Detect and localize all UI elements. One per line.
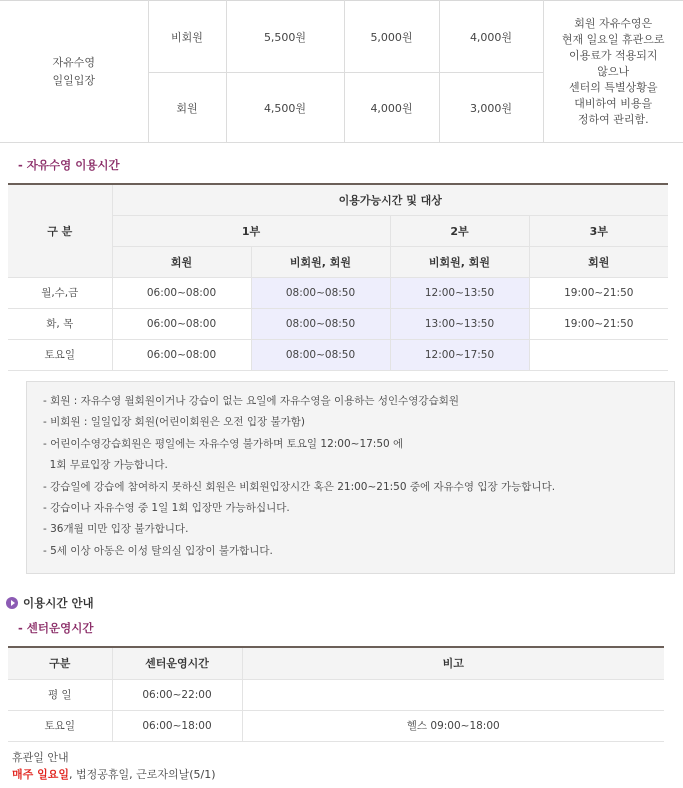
table-header-row <box>8 647 664 679</box>
schedule-time: 19:00~21:50 <box>529 308 668 339</box>
closed-days-rest: , 법정공휴일, 근로자의날(5/1) <box>68 768 216 781</box>
header-available-time: 이용가능시간 및 대상 <box>112 184 668 215</box>
free-swim-schedule-table <box>8 183 668 371</box>
fee-type: 회원 <box>148 73 226 143</box>
hours-guide-title: 이용시간 안내 <box>23 596 94 610</box>
header-part-3: 3부 <box>529 215 668 246</box>
table-row <box>8 679 664 710</box>
header-target: 비회원, 회원 <box>251 246 390 277</box>
daily-fee-table <box>0 0 683 143</box>
hours-time: 06:00~22:00 <box>112 679 242 710</box>
fee-type: 비회원 <box>148 1 226 73</box>
schedule-time: 06:00~08:00 <box>112 339 251 370</box>
schedule-time: 12:00~13:50 <box>390 277 529 308</box>
table-header-row <box>8 184 668 215</box>
table-row <box>0 1 683 73</box>
center-hours-table <box>8 646 664 742</box>
fee-value: 3,000원 <box>439 73 543 143</box>
note-item: - 비회원 : 일일입장 회원(어린이회원은 오전 입장 불가함) <box>43 416 306 429</box>
schedule-time: 08:00~08:50 <box>251 308 390 339</box>
fee-value: 4,500원 <box>226 73 344 143</box>
schedule-time: 06:00~08:00 <box>112 308 251 339</box>
note-item: - 강습이나 자유수영 중 1일 1회 입장만 가능하십니다. <box>43 502 290 515</box>
note-item: - 강습일에 강습에 참여하지 못하신 회원은 비회원입장시간 혹은 21:00~21:50 중에 자유수영 입장 가능합니다. <box>43 480 556 493</box>
schedule-time: 12:00~17:50 <box>390 339 529 370</box>
note-item: - 어린이수영강습회원은 평일에는 자유수영 불가하며 토요일 12:00~17:50 에 <box>43 437 404 450</box>
header-category: 구분 <box>8 647 112 679</box>
schedule-time: 08:00~08:50 <box>251 277 390 308</box>
fee-category: 자유수영 일일입장 <box>0 1 148 143</box>
schedule-time: 08:00~08:50 <box>251 339 390 370</box>
schedule-day: 화, 목 <box>8 308 112 339</box>
schedule-time: 06:00~08:00 <box>112 277 251 308</box>
schedule-time <box>529 339 668 370</box>
closed-days-line <box>12 766 216 783</box>
header-target: 회원 <box>529 246 668 277</box>
table-row <box>8 277 668 308</box>
header-hours: 센터운영시간 <box>112 647 242 679</box>
fee-value: 5,000원 <box>344 1 439 73</box>
header-category: 구 분 <box>8 184 112 277</box>
usage-notes-list <box>43 391 674 562</box>
note-item: - 36개월 미만 입장 불가합니다. <box>43 523 189 536</box>
closed-days-highlight: 매주 일요일 <box>12 768 69 781</box>
hours-time: 06:00~18:00 <box>112 710 242 741</box>
schedule-day: 토요일 <box>8 339 112 370</box>
free-swim-heading: - 자유수영 이용시간 <box>18 158 120 172</box>
schedule-time: 19:00~21:50 <box>529 277 668 308</box>
fee-value: 5,500원 <box>226 1 344 73</box>
hours-guide-heading <box>6 595 94 611</box>
header-part-1: 1부 <box>112 215 390 246</box>
note-item: - 5세 이상 아동은 이성 탈의실 입장이 불가합니다. <box>43 544 273 557</box>
table-row <box>8 710 664 741</box>
table-row <box>8 339 668 370</box>
hours-remark: 헬스 09:00~18:00 <box>242 710 664 741</box>
center-hours-section <box>8 646 664 742</box>
note-item: 1회 무료입장 가능합니다. <box>43 459 168 472</box>
header-part-2: 2부 <box>390 215 529 246</box>
hours-remark <box>242 679 664 710</box>
hours-day: 토요일 <box>8 710 112 741</box>
fee-note: 회원 자유수영은 현재 일요일 휴관으로 이용료가 적용되지 않으나 센터의 특별상황을 대비하여 비용을 정하여 관리함. <box>543 1 683 143</box>
header-target: 비회원, 회원 <box>390 246 529 277</box>
bullet-arrow-icon <box>6 597 18 609</box>
header-target: 회원 <box>112 246 251 277</box>
fee-value: 4,000원 <box>344 73 439 143</box>
fee-value: 4,000원 <box>439 1 543 73</box>
header-remarks: 비고 <box>242 647 664 679</box>
fee-table-section <box>0 0 683 143</box>
free-swim-schedule-section <box>8 183 668 371</box>
closed-days-title: 휴관일 안내 <box>12 751 69 764</box>
usage-notes-box <box>26 381 675 574</box>
closed-days-info <box>12 749 216 783</box>
schedule-time: 13:00~13:50 <box>390 308 529 339</box>
note-item: - 회원 : 자유수영 월회원이거나 강습이 없는 요일에 자유수영을 이용하는 성인수영강습회원 <box>43 395 459 407</box>
hours-day: 평 일 <box>8 679 112 710</box>
schedule-day: 월,수,금 <box>8 277 112 308</box>
center-hours-heading: - 센터운영시간 <box>18 621 94 635</box>
table-row <box>8 308 668 339</box>
